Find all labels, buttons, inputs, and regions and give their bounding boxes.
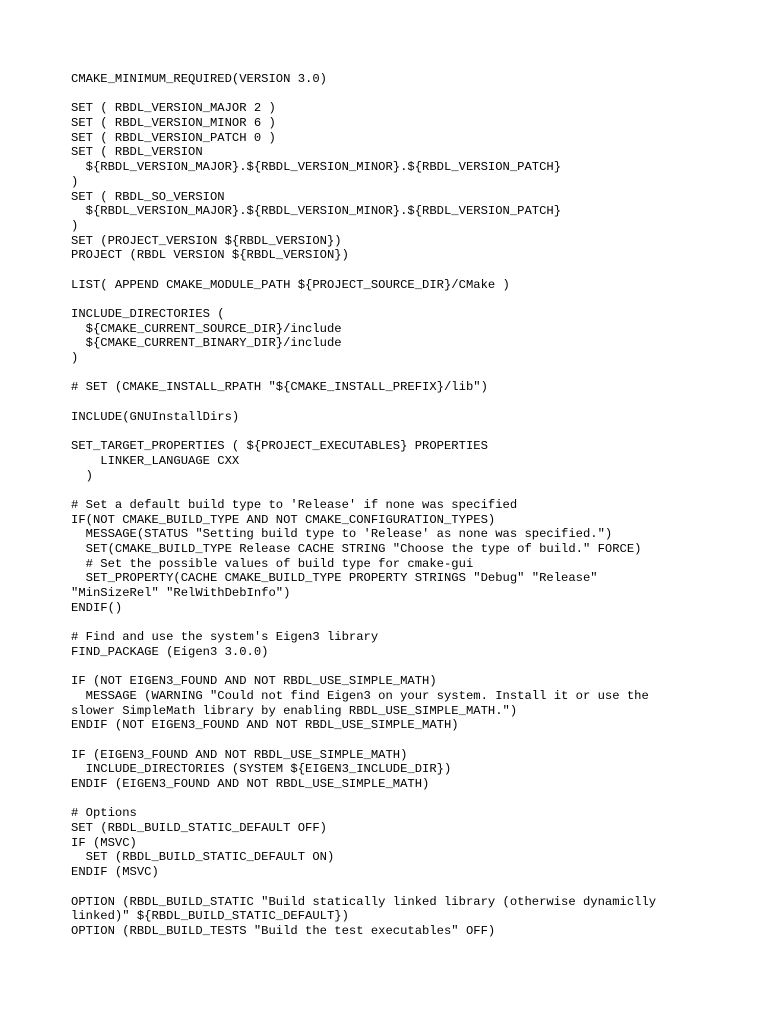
code-line: SET ( RBDL_VERSION_MINOR 6 ): [71, 116, 276, 131]
code-line: # Set the possible values of build type for cmake-gui: [71, 556, 474, 571]
code-line: SET_PROPERTY(CACHE CMAKE_BUILD_TYPE PROPERTY STRINGS "Debug" "Release": [71, 571, 598, 586]
code-line: ): [71, 218, 79, 233]
code-line: SET ( RBDL_VERSION_MAJOR 2 ): [71, 101, 276, 116]
code-line: IF (NOT EIGEN3_FOUND AND NOT RBDL_USE_SIMPLE_MATH): [71, 674, 437, 689]
code-line: "MinSizeRel" "RelWithDebInfo"): [71, 586, 291, 601]
code-line: LIST( APPEND CMAKE_MODULE_PATH ${PROJECT_SOURCE_DIR}/CMake ): [71, 277, 510, 292]
code-line: SET(CMAKE_BUILD_TYPE Release CACHE STRING "Choose the type of build." FORCE): [71, 542, 642, 556]
code-line: ): [71, 174, 79, 189]
code-line: # SET (CMAKE_INSTALL_RPATH "${CMAKE_INSTALL_PREFIX}/lib"): [71, 380, 488, 395]
code-line: INCLUDE_DIRECTORIES (: [71, 307, 225, 321]
code-line: SET (RBDL_BUILD_STATIC_DEFAULT ON): [71, 850, 335, 865]
blank-line: [71, 615, 741, 630]
blank-line: [71, 292, 741, 307]
code-line: ENDIF (EIGEN3_FOUND AND NOT RBDL_USE_SIMPLE_MATH): [71, 777, 430, 791]
blank-line: [71, 733, 741, 748]
code-line: LINKER_LANGUAGE CXX: [71, 453, 240, 468]
code-line: OPTION (RBDL_BUILD_STATIC "Build statically linked library (otherwise dynamiclly: [71, 894, 657, 909]
blank-line: [71, 660, 741, 675]
blank-line: [71, 395, 741, 410]
code-line: ${CMAKE_CURRENT_SOURCE_DIR}/include: [71, 321, 342, 336]
code-line: # Set a default build type to 'Release' if none was specified: [71, 497, 518, 512]
blank-line: [71, 880, 741, 895]
code-line: SET (PROJECT_VERSION ${RBDL_VERSION}): [71, 233, 342, 248]
code-line: SET ( RBDL_VERSION_PATCH 0 ): [71, 130, 276, 145]
code-line: ${RBDL_VERSION_MAJOR}.${RBDL_VERSION_MINOR}.${RBDL_VERSION_PATCH}: [71, 204, 562, 219]
code-line: ENDIF (MSVC): [71, 865, 159, 880]
blank-line: [71, 425, 741, 440]
code-line: ): [71, 468, 93, 483]
code-line: FIND_PACKAGE (Eigen3 3.0.0): [71, 644, 269, 659]
blank-line: [71, 366, 741, 381]
code-line: PROJECT (RBDL VERSION ${RBDL_VERSION}): [71, 248, 349, 263]
code-line: IF (EIGEN3_FOUND AND NOT RBDL_USE_SIMPLE_MATH): [71, 747, 408, 762]
code-line: SET (RBDL_BUILD_STATIC_DEFAULT OFF): [71, 821, 327, 836]
code-line: INCLUDE_DIRECTORIES (SYSTEM ${EIGEN3_INCLUDE_DIR}): [71, 762, 452, 777]
code-line: IF(NOT CMAKE_BUILD_TYPE AND NOT CMAKE_CONFIGURATION_TYPES): [71, 512, 496, 527]
blank-line: [71, 483, 741, 498]
code-line: INCLUDE(GNUInstallDirs): [71, 409, 240, 424]
code-line: MESSAGE (WARNING "Could not find Eigen3 on your system. Install it or use the: [71, 688, 649, 703]
code-line: SET_TARGET_PROPERTIES ( ${PROJECT_EXECUTABLES} PROPERTIES: [71, 439, 488, 454]
code-line: ): [71, 351, 79, 366]
code-line: ENDIF(): [71, 600, 123, 615]
code-line: ${CMAKE_CURRENT_BINARY_DIR}/include: [71, 336, 342, 351]
code-line: MESSAGE(STATUS "Setting build type to 'Release' as none was specified."): [71, 527, 613, 542]
code-line: ${RBDL_VERSION_MAJOR}.${RBDL_VERSION_MINOR}.${RBDL_VERSION_PATCH}: [71, 160, 562, 175]
code-line: # Find and use the system's Eigen3 library: [71, 630, 379, 645]
code-line: SET ( RBDL_SO_VERSION: [71, 189, 225, 204]
code-line: # Options: [71, 806, 137, 821]
code-line: slower SimpleMath library by enabling RBDL_USE_SIMPLE_MATH."): [71, 703, 518, 718]
code-line: SET ( RBDL_VERSION: [71, 145, 203, 160]
blank-line: [71, 263, 741, 278]
code-line: IF (MSVC): [71, 835, 137, 850]
code-listing: [71, 72, 741, 939]
blank-line: [71, 87, 741, 102]
blank-line: [71, 792, 741, 807]
code-line: OPTION (RBDL_BUILD_TESTS "Build the test executables" OFF): [71, 923, 496, 938]
code-line: linked)" ${RBDL_BUILD_STATIC_DEFAULT}): [71, 909, 349, 924]
code-line: ENDIF (NOT EIGEN3_FOUND AND NOT RBDL_USE_SIMPLE_MATH): [71, 718, 459, 733]
code-line: CMAKE_MINIMUM_REQUIRED(VERSION 3.0): [71, 72, 327, 86]
